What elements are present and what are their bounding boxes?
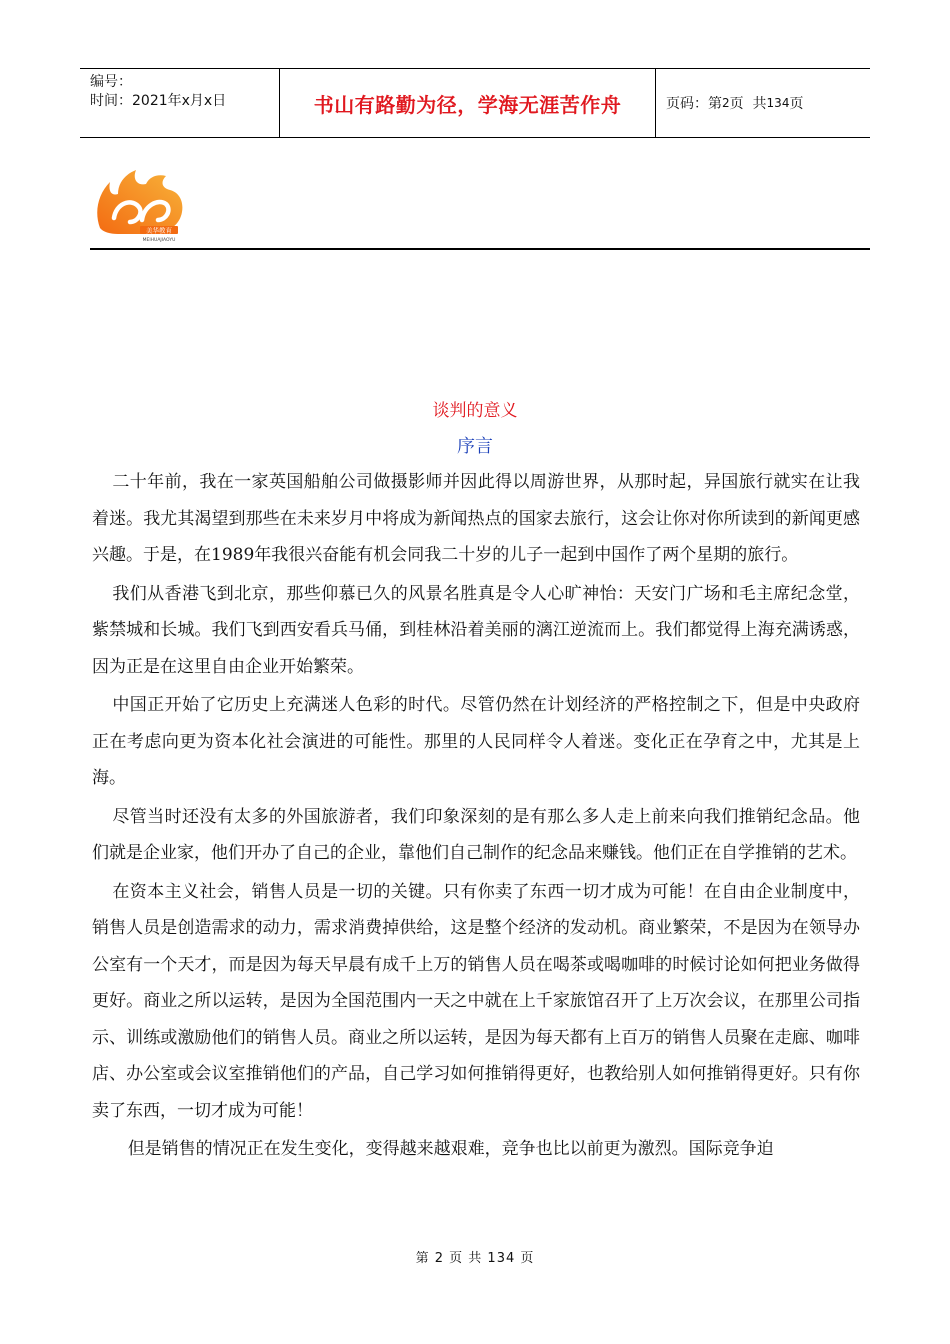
flame-icon	[97, 170, 182, 234]
logo-cn-text: 美华教育	[146, 226, 172, 235]
page-prefix: 页码：第	[666, 96, 722, 112]
page-footer: 第 2 页 共 134 页	[415, 1251, 535, 1266]
paragraph: 但是销售的情况正在发生变化，变得越来越艰难，竞争也比以前更为激烈。国际竞争迫	[127, 1139, 774, 1159]
header-page-info	[656, 69, 870, 137]
logo-en-text: MEIHUAJIAOYU	[142, 238, 176, 243]
page-header	[80, 68, 870, 138]
page-number: 2	[722, 96, 730, 110]
doc-body	[92, 464, 860, 1170]
brand-logo	[92, 168, 188, 244]
time-label: 时间：2021年x月x日	[90, 93, 227, 109]
doc-title: 谈判的意义	[432, 401, 518, 421]
number-label: 编号：	[90, 74, 132, 90]
header-info	[80, 69, 280, 137]
page-mid: 页 共	[729, 96, 767, 112]
paragraph: 中国正开始了它历史上充满迷人色彩的时代。尽管仍然在计划经济的严格控制之下，但是中央政府正在考虑向更为资本化社会演进的可能性。那里的人民同样令人着迷。变化正在孕育之中，尤其是上海。	[92, 695, 860, 788]
paragraph: 尽管当时还没有太多的外国旅游者，我们印象深刻的是有那么多人走上前来向我们推销纪念品。他们就是企业家，他们开办了自己的企业，靠他们自己制作的纪念品来赚钱。他们正在自学推销的艺术。	[92, 806, 860, 863]
page-total: 134	[766, 96, 790, 110]
page-suffix: 页	[789, 96, 804, 112]
header-motto: 书山有路勤为径，学海无涯苦作舟	[313, 92, 622, 117]
header-divider	[90, 248, 870, 250]
doc-subtitle: 序言	[457, 436, 493, 457]
paragraph: 我们从香港飞到北京，那些仰慕已久的风景名胜真是令人心旷神怡：天安门广场和毛主席纪念堂，紫禁城和长城。我们飞到西安看兵马俑，到桂林沿着美丽的漓江逆流而上。我们都觉得上海充满诱惑，因为正是在这里自由企业开始繁荣。	[92, 583, 860, 677]
paragraph: 二十年前，我在一家英国船舶公司做摄影师并因此得以周游世界，从那时起，异国旅行就实在让我着迷。我尤其渴望到那些在未来岁月中将成为新闻热点的国家去旅行，这会让你对你所读到的新闻更感兴趣。于是，在1989年我很兴奋能有机会同我二十岁的儿子一起到中国作了两个星期的旅行。	[92, 472, 860, 565]
paragraph: 在资本主义社会，销售人员是一切的关键。只有你卖了东西一切才成为可能！在自由企业制度中，销售人员是创造需求的动力，需求消费掉供给，这是整个经济的发动机。商业繁荣，不是因为在领导办公室有一个天才，而是因为每天早晨有成千上万的销售人员在喝茶或喝咖啡的时候讨论如何把业务做得更好。商业之所以运转，是因为全国范围内一天之中就在上千家旅馆召开了上万次会议，在那里公司指示、训练或激励他们的销售人员。商业之所以运转，是因为每天都有上百万的销售人员聚在走廊、咖啡店、办公室或会议室推销他们的产品，自己学习如何推销得更好，也教给别人如何推销得更好。只有你卖了东西，一切才成为可能！	[92, 881, 860, 1121]
header-motto-cell	[280, 69, 656, 137]
